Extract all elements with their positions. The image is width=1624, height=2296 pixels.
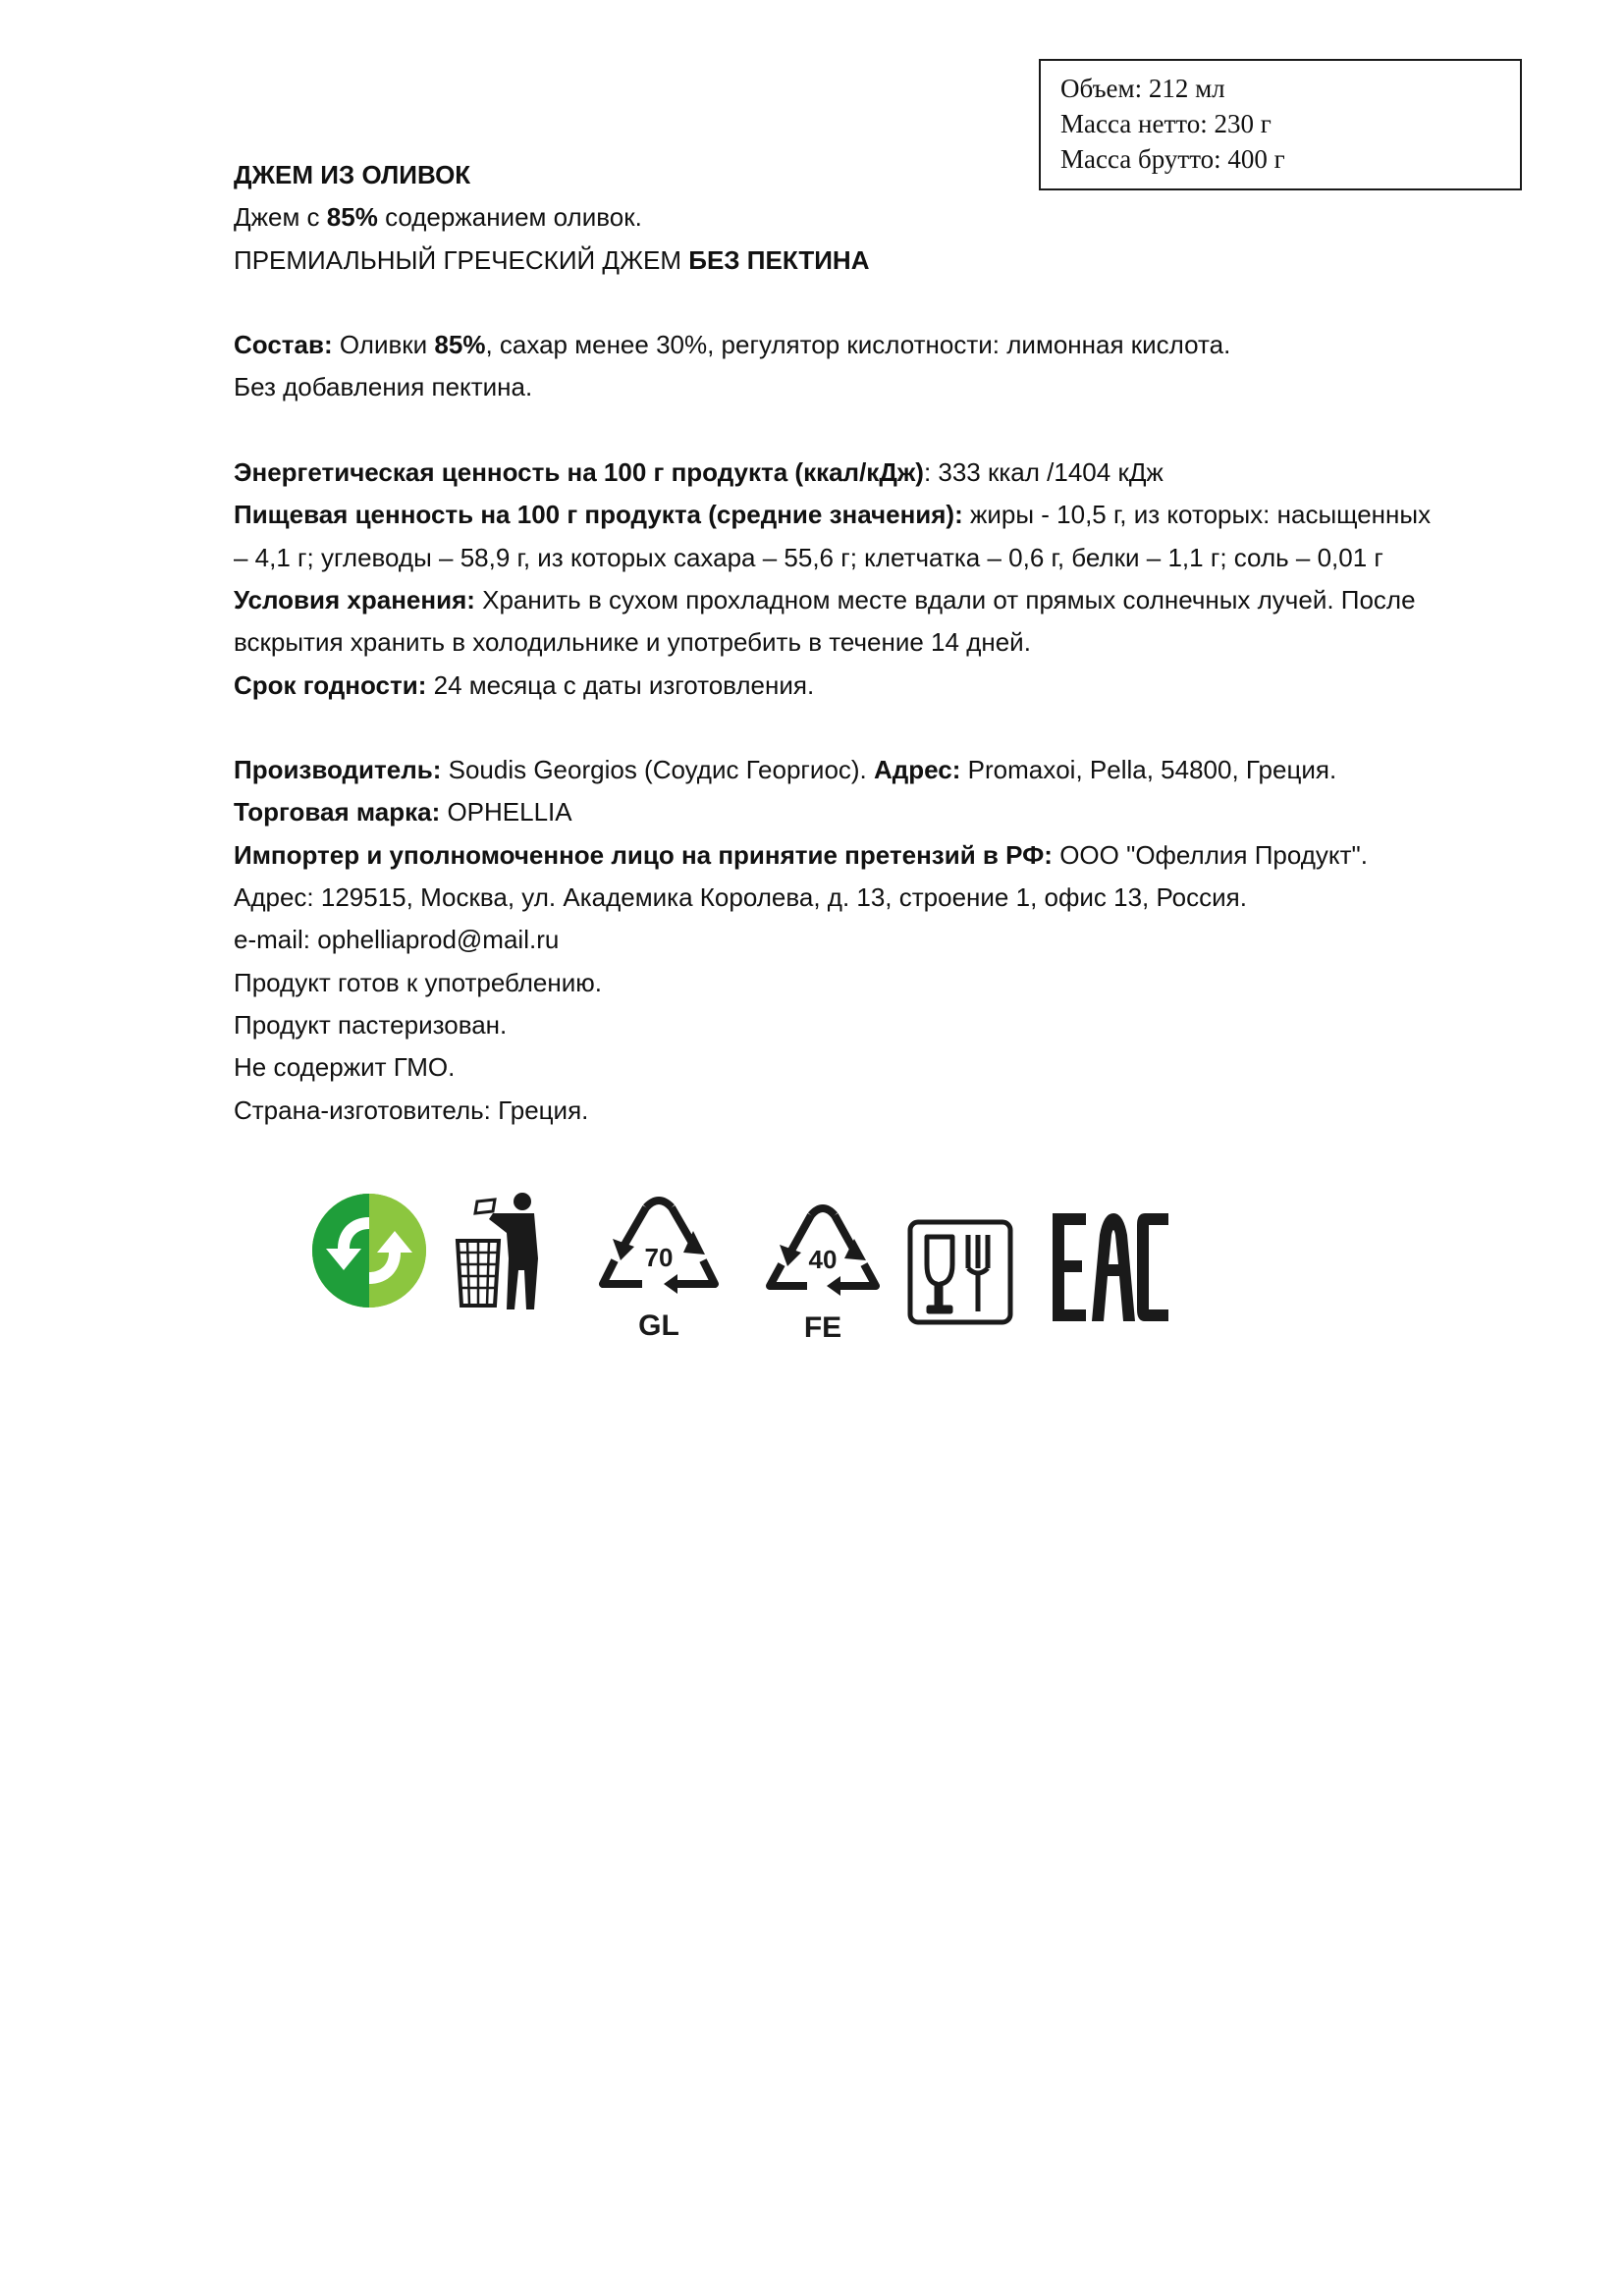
gross-weight-text: Масса брутто: 400 г	[1060, 144, 1285, 174]
steel-code-text: 40	[808, 1245, 838, 1274]
net-weight-text: Масса нетто: 230 г	[1060, 109, 1272, 138]
olive-content-line: Джем с 85% содержанием оливок.	[234, 202, 642, 233]
tidyman-icon	[454, 1190, 548, 1311]
brand-line: Торговая марка: OPHELLIA	[234, 797, 572, 828]
steel-label-text: FE	[803, 1311, 842, 1344]
label-text-block	[234, 154, 1530, 1132]
shelf-life-line: Срок годности: 24 месяца с даты изготовления.	[234, 669, 815, 700]
product-title: ДЖЕМ ИЗ ОЛИВОК	[234, 160, 471, 189]
recycle-steel-icon	[762, 1200, 884, 1349]
volume-text: Объем: 212 мл	[1060, 74, 1225, 103]
storage-line-2: вскрытия хранить в холодильнике и употребить в течение 14 дней.	[234, 627, 1031, 658]
ready-to-eat-line: Продукт готов к употреблению.	[234, 967, 602, 997]
composition-line: Состав: Оливки 85%, сахар менее 30%, регулятор кислотности: лимонная кислота.	[234, 330, 1231, 360]
storage-line: Условия хранения: Хранить в сухом прохладном месте вдали от прямых солнечных лучей. После	[234, 584, 1416, 614]
premium-line: ПРЕМИАЛЬНЫЙ ГРЕЧЕСКИЙ ДЖЕМ БЕЗ ПЕКТИНА	[234, 244, 870, 275]
eac-mark-icon	[1053, 1213, 1168, 1321]
food-value-line: Пищевая ценность на 100 г продукта (средние значения): жиры - 10,5 г, из которых: насыщенных	[234, 500, 1432, 530]
importer-address-line: Адрес: 129515, Москва, ул. Академика Королева, д. 13, строение 1, офис 13, Россия.	[234, 882, 1247, 913]
food-contact-icon	[907, 1219, 1013, 1325]
country-line: Страна-изготовитель: Греция.	[234, 1095, 589, 1125]
importer-line: Импортер и уполномоченное лицо на принятие претензий в РФ: ООО "Офеллия Продукт".	[234, 839, 1368, 870]
pasteurized-line: Продукт пастеризован.	[234, 1009, 508, 1040]
no-gmo-line: Не содержит ГМО.	[234, 1052, 456, 1083]
food-value-line-2: – 4,1 г; углеводы – 58,9 г, из которых сахара – 55,6 г; клетчатка – 0,6 г, белки – 1,1 г; соль – 0,01 г	[234, 542, 1383, 572]
email-line: e-mail: ophelliaprod@mail.ru	[234, 925, 560, 955]
no-pectin-line: Без добавления пектина.	[234, 372, 533, 402]
recycle-glass-icon	[595, 1190, 723, 1347]
glass-label-text: GL	[638, 1309, 679, 1342]
glass-code-text: 70	[644, 1243, 674, 1272]
green-dot-icon	[310, 1192, 428, 1309]
manufacturer-line: Производитель: Soudis Georgios (Соудис Георгиос). Адрес: Promaxoi, Pella, 54800, Греция.	[234, 755, 1337, 785]
energy-value-line: Энергетическая ценность на 100 г продукта (ккал/кДж): 333 ккал /1404 кДж	[234, 457, 1164, 488]
